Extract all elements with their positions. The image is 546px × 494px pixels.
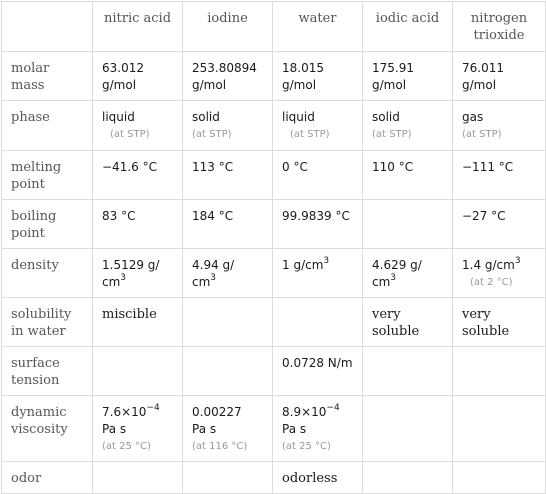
cell-value — [453, 347, 546, 396]
cell-value — [183, 347, 273, 396]
cell-value — [183, 101, 273, 151]
cell-value: 63.012 g/mol — [93, 52, 183, 101]
cell-value — [183, 462, 273, 494]
table-header-row — [2, 2, 546, 52]
row-label-solubility-in-water: solubility in water — [2, 298, 93, 347]
column-header-water: water — [273, 2, 363, 52]
cell-value: −27 °C — [453, 200, 546, 249]
column-header-nitric-acid: nitric acid — [93, 2, 183, 52]
exponent: 3 — [120, 273, 127, 283]
condition-note: (at 25 °C) — [282, 441, 331, 452]
density-unit: cm — [192, 275, 211, 289]
phase-value: solid — [192, 110, 220, 124]
condition-note: (at STP) — [192, 129, 232, 140]
phase-value: liquid — [102, 110, 135, 124]
phase-value: liquid — [282, 110, 315, 124]
row-label-boiling-point: boiling point — [2, 200, 93, 249]
density-value: 4.629 g/ — [372, 258, 422, 272]
cell-value — [363, 200, 453, 249]
phase-value: solid — [372, 110, 400, 124]
table-row — [2, 101, 546, 151]
condition-note: (at STP) — [462, 129, 502, 140]
cell-value: −111 °C — [453, 151, 546, 200]
density-value: 1.5129 g/ — [102, 258, 160, 272]
exponent: 3 — [390, 273, 397, 283]
cell-value: 76.011 g/mol — [453, 52, 546, 101]
cell-value — [363, 101, 453, 151]
cell-value: 18.015 g/mol — [273, 52, 363, 101]
cell-value: 0.0728 N/m — [273, 347, 363, 396]
cell-value: 110 °C — [363, 151, 453, 200]
table-row — [2, 249, 546, 298]
viscosity-unit: Pa s — [282, 422, 307, 436]
cell-value: −41.6 °C — [93, 151, 183, 200]
viscosity-unit: Pa s — [192, 422, 217, 436]
condition-note: (at STP) — [290, 129, 330, 140]
table-row — [2, 396, 546, 462]
density-unit: cm — [372, 275, 391, 289]
condition-note: (at 2 °C) — [470, 277, 513, 288]
row-label-melting-point: melting point — [2, 151, 93, 200]
condition-note: (at STP) — [372, 129, 412, 140]
cell-value — [453, 249, 546, 298]
cell-value: 175.91 g/mol — [363, 52, 453, 101]
table-row — [2, 347, 546, 396]
table-row — [2, 52, 546, 101]
cell-value — [273, 396, 363, 462]
density-value: 1.4 g/cm — [462, 258, 515, 272]
cell-value — [363, 396, 453, 462]
cell-value — [363, 462, 453, 494]
row-label-phase: phase — [2, 101, 93, 151]
cell-value — [93, 462, 183, 494]
cell-value: 184 °C — [183, 200, 273, 249]
row-label-odor: odor — [2, 462, 93, 494]
table-row — [2, 462, 546, 494]
cell-value — [183, 298, 273, 347]
viscosity-mantissa: 7.6×10 — [102, 405, 147, 419]
condition-note: (at STP) — [110, 129, 150, 140]
cell-value — [453, 101, 546, 151]
density-value: 4.94 g/ — [192, 258, 235, 272]
cell-value — [453, 396, 546, 462]
phase-value: gas — [462, 110, 484, 124]
cell-value: 83 °C — [93, 200, 183, 249]
properties-table — [1, 1, 546, 494]
column-header-nitrogen-trioxide: nitrogen trioxide — [453, 2, 546, 52]
cell-value — [93, 347, 183, 396]
cell-value — [363, 249, 453, 298]
cell-value — [93, 249, 183, 298]
cell-value: miscible — [93, 298, 183, 347]
viscosity-mantissa: 8.9×10 — [282, 405, 327, 419]
condition-note: (at 116 °C) — [192, 441, 248, 452]
table-row — [2, 298, 546, 347]
exponent: −4 — [146, 403, 160, 413]
cell-value — [93, 396, 183, 462]
viscosity-unit: Pa s — [102, 422, 127, 436]
cell-value — [273, 101, 363, 151]
column-header-iodine: iodine — [183, 2, 273, 52]
viscosity-value: 0.00227 — [192, 405, 242, 419]
cell-value: 99.9839 °C — [273, 200, 363, 249]
exponent: 3 — [210, 273, 217, 283]
cell-value: odorless — [273, 462, 363, 494]
row-label-molar-mass: molar mass — [2, 52, 93, 101]
table-row — [2, 151, 546, 200]
column-header-iodic-acid: iodic acid — [363, 2, 453, 52]
exponent: −4 — [326, 403, 340, 413]
cell-value — [273, 249, 363, 298]
cell-value — [453, 462, 546, 494]
cell-value: very soluble — [363, 298, 453, 347]
cell-value — [273, 298, 363, 347]
cell-value: 253.80894 g/mol — [183, 52, 273, 101]
cell-value: 0 °C — [273, 151, 363, 200]
condition-note: (at 25 °C) — [102, 441, 151, 452]
row-label-density: density — [2, 249, 93, 298]
cell-value — [363, 347, 453, 396]
cell-value — [183, 396, 273, 462]
row-label-surface-tension: surface tension — [2, 347, 93, 396]
exponent: 3 — [514, 256, 521, 266]
row-label-dynamic-viscosity: dynamic viscosity — [2, 396, 93, 462]
table-row — [2, 200, 546, 249]
exponent: 3 — [323, 256, 330, 266]
corner-cell — [2, 2, 93, 52]
density-unit: cm — [102, 275, 121, 289]
density-value: 1 g/cm — [282, 258, 324, 272]
cell-value — [93, 101, 183, 151]
cell-value — [183, 249, 273, 298]
cell-value: very soluble — [453, 298, 546, 347]
cell-value: 113 °C — [183, 151, 273, 200]
